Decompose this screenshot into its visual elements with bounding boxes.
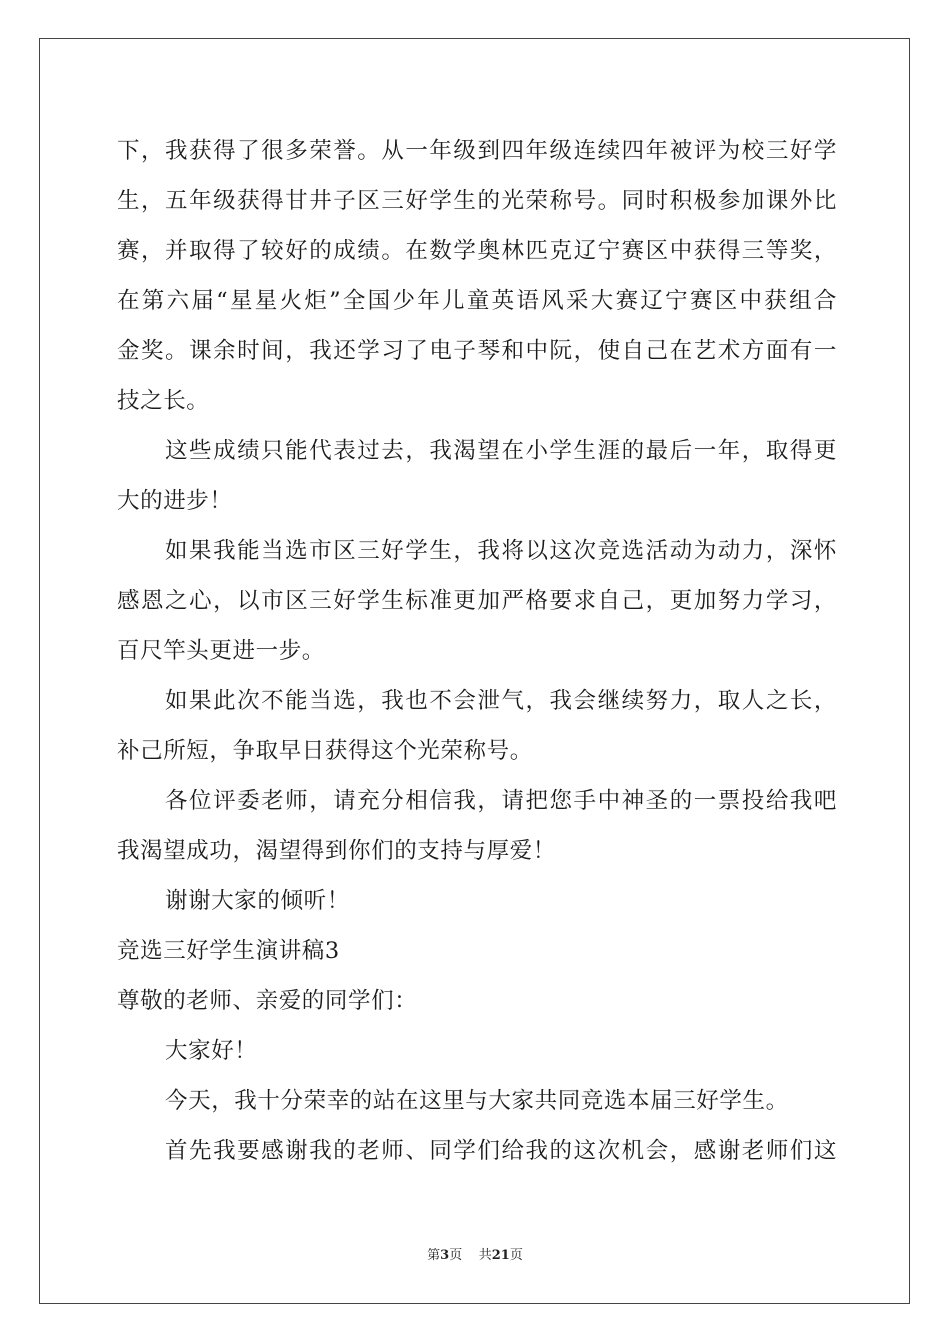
text-line: 大家好！	[165, 1038, 258, 1064]
text-line: 尊敬的老师、亲爱的同学们：	[117, 988, 418, 1014]
text-line: 生，五年级获得甘井子区三好学生的光荣称号。同时积极参加课外比	[117, 188, 837, 214]
text-line: 这些成绩只能代表过去，我渴望在小学生涯的最后一年，取得更	[165, 438, 837, 464]
text-line: 谢谢大家的倾听！	[165, 888, 350, 914]
text-line: 在第六届“星星火炬”全国少年儿童英语风采大赛辽宁赛区中获组合	[117, 288, 837, 314]
page-number-suffix: 页	[449, 1248, 463, 1263]
text-line: 大的进步！	[117, 488, 233, 514]
footer-spacer	[462, 1248, 479, 1263]
text-line: 赛，并取得了较好的成绩。在数学奥林匹克辽宁赛区中获得三等奖，	[117, 238, 837, 264]
total-pages-suffix: 页	[509, 1248, 523, 1263]
text-line: 感恩之心，以市区三好学生标准更加严格要求自己，更加努力学习，	[117, 588, 837, 614]
total-pages-number: 21	[491, 1248, 510, 1263]
page-number-prefix: 第	[427, 1248, 441, 1263]
text-line: 我渴望成功，渴望得到你们的支持与厚爱！	[117, 838, 556, 864]
text-line: 技之长。	[117, 388, 210, 414]
text-line: 今天，我十分荣幸的站在这里与大家共同竞选本届三好学生。	[165, 1088, 789, 1114]
document-body	[117, 126, 837, 1176]
text-line: 补己所短，争取早日获得这个光荣称号。	[117, 738, 533, 764]
page-footer	[0, 1246, 950, 1266]
text-line: 百尺竿头更进一步。	[117, 638, 325, 664]
text-line: 各位评委老师，请充分相信我，请把您手中神圣的一票投给我吧	[165, 788, 837, 814]
text-line: 首先我要感谢我的老师、同学们给我的这次机会，感谢老师们这	[165, 1138, 837, 1164]
text-line: 竞选三好学生演讲稿3	[117, 938, 340, 964]
text-line: 金奖。课余时间，我还学习了电子琴和中阮，使自己在艺术方面有一	[117, 338, 837, 364]
text-line: 如果我能当选市区三好学生，我将以这次竞选活动为动力，深怀	[165, 538, 837, 564]
text-line: 如果此次不能当选，我也不会泄气，我会继续努力，取人之长，	[165, 688, 837, 714]
total-pages-prefix: 共	[478, 1248, 492, 1263]
current-page-number: 3	[440, 1248, 450, 1263]
text-line: 下，我获得了很多荣誉。从一年级到四年级连续四年被评为校三好学	[117, 138, 837, 164]
